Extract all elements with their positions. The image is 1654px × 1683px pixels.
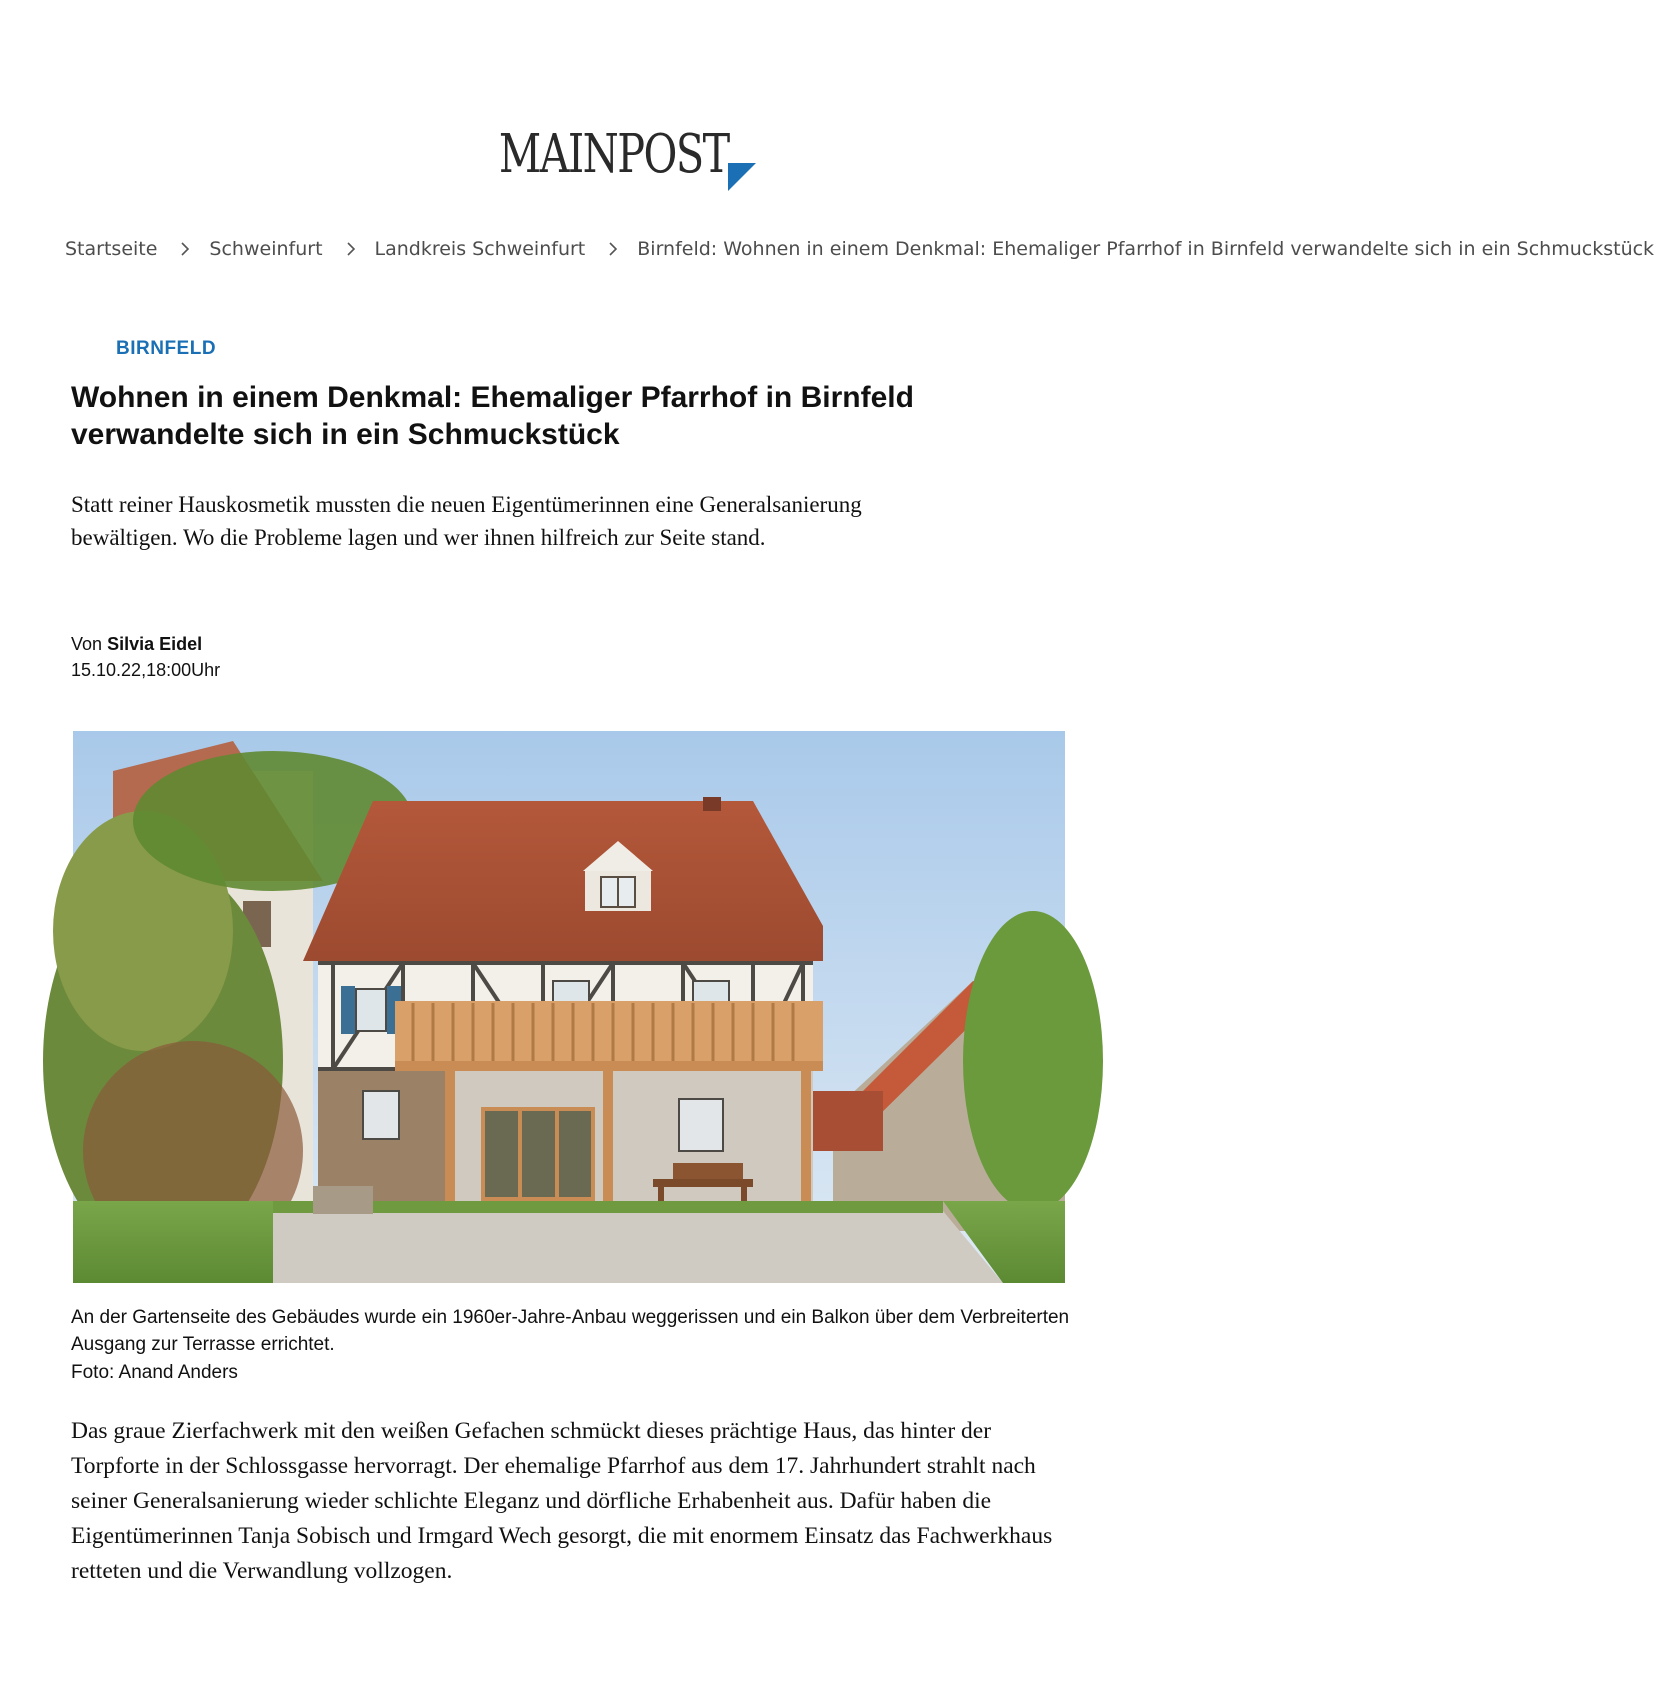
logo-wordmark: MAINPOST [498, 124, 729, 185]
article-photo[interactable] [73, 731, 1065, 1283]
article-category[interactable]: BIRNFELD [116, 338, 217, 359]
article-title: Wohnen in einem Denkmal: Ehemaliger Pfarrhof in Birnfeld verwandelte sich in ein Schmuckstück [71, 381, 914, 451]
photo-credit: Foto: Anand Anders [71, 1362, 238, 1383]
masthead [0, 124, 1190, 185]
article-teaser: Statt reiner Hauskosmetik mussten die neuen Eigentümerinnen eine Generalsanierung bewältigen. Wo die Probleme lagen und wer ihnen hilfreich zur Seite stand. [71, 492, 862, 550]
breadcrumb-landkreis[interactable]: Landkreis Schweinfurt [374, 238, 586, 260]
publish-date: 15.10.22,18:00Uhr [71, 660, 221, 680]
breadcrumb-home[interactable]: Startseite [65, 238, 158, 260]
chevron-right-icon [177, 241, 193, 257]
chevron-right-icon [343, 241, 359, 257]
chevron-right-icon [605, 241, 621, 257]
photo-caption: An der Gartenseite des Gebäudes wurde ein 1960er-Jahre-Anbau weggerissen und ein Balkon über dem Verbreiterten Ausgang zur Terrasse errichtet. [71, 1307, 1070, 1355]
author-name[interactable]: Silvia Eidel [107, 634, 203, 654]
logo-triangle-icon [728, 163, 756, 191]
article-body: Das graue Zierfachwerk mit den weißen Gefachen schmückt dieses prächtige Haus, das hinter der Torpforte in der Schlossgasse hervorragt. Der ehemalige Pfarrhof aus dem 17. Jahrhundert strahlt nach seiner Generalsanierung wieder schlichte Eleganz und dörfliche Erhabenheit aus. Dafür haben die Eigentümerinnen Tanja Sobisch und Irmgard Wech gesorgt, die mit enormem Einsatz das Fachwerkhaus retteten und die Verwandlung vollzogen. [71, 1418, 1053, 1584]
byline [71, 631, 202, 657]
breadcrumb-current: Birnfeld: Wohnen in einem Denkmal: Ehemaliger Pfarrhof in Birnfeld verwandelte sich in ein Schmuckstück [637, 238, 1654, 260]
breadcrumb-schweinfurt[interactable]: Schweinfurt [209, 238, 323, 260]
breadcrumb [65, 238, 1654, 260]
mainpost-logo[interactable] [434, 124, 757, 185]
byline-prefix: Von [71, 634, 103, 654]
